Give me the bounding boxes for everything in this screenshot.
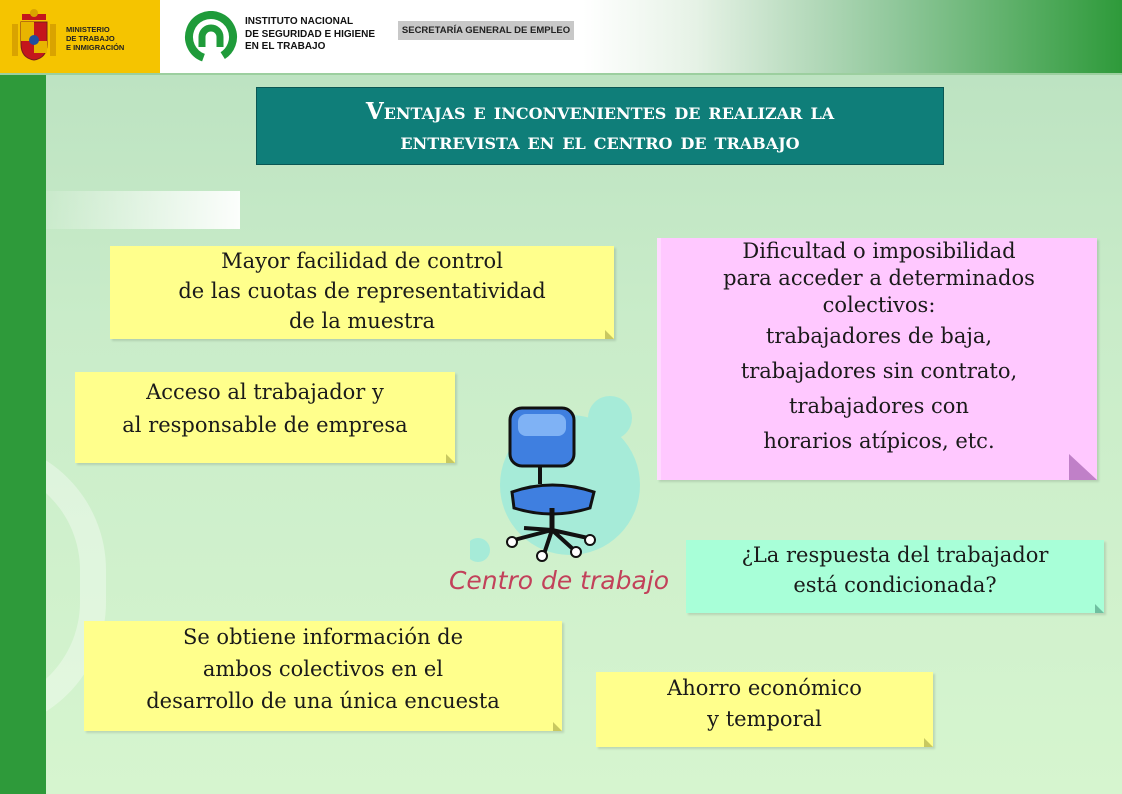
note-line: de las cuotas de representatividad [178,279,546,303]
light-streak-decoration [46,191,240,229]
note-line: está condicionada? [793,573,997,597]
page-curl [1095,604,1104,613]
note-line: Ahorro económico [667,676,862,700]
advantage-note-control [110,246,614,339]
spanish-coat-of-arms-icon [10,8,58,64]
slide-title [256,87,944,165]
note-line: ambos colectivos en el [202,657,444,681]
note-line: colectivos: [822,293,936,317]
office-chair-icon [470,390,640,570]
advantage-note-access [75,372,455,463]
note-line: trabajadores sin contrato, [740,359,1018,383]
insht-logo-icon [183,11,239,63]
disadvantage-note-access-difficulty [657,238,1097,480]
title-line-1: Ventajas e inconvenientes de realizar la [365,98,835,125]
title-line-2: entrevista en el centro de trabajo [400,128,800,155]
page-curl [1069,454,1097,480]
note-line: Se obtiene información de [182,625,464,649]
page-curl [605,330,614,339]
left-accent-bar [0,75,46,794]
advantage-note-information [84,621,562,731]
note-line: de la muestra [288,309,436,333]
note-line: trabajadores con [789,394,969,418]
page-curl [924,738,933,747]
note-line: Acceso al trabajador y [146,380,384,404]
note-line: Dificultad o imposibilidad [742,239,1016,263]
note-line: desarrollo de una única encuesta [146,689,500,713]
header-divider [0,73,1122,75]
center-label: Centro de trabajo [448,566,670,595]
note-line: Mayor facilidad de control [221,249,503,273]
page-curl [446,454,455,463]
institute-name: INSTITUTO NACIONAL DE SEGURIDAD E HIGIENE EN EL TRABAJO [245,16,376,52]
note-line: ¿La respuesta del trabajador [741,543,1049,567]
note-line: trabajadores de baja, [765,324,993,348]
disadvantage-note-conditioned-answer [686,540,1104,613]
ministry-name: MINISTERIO DE TRABAJO E INMIGRACIÓN [66,25,125,52]
secretariat-badge: SECRETARÍA GENERAL DE EMPLEO [398,21,574,40]
header-banner [0,0,1122,73]
ministry-logo-block [0,0,160,73]
note-line: para acceder a determinados [723,266,1035,290]
note-line: y temporal [707,707,822,731]
note-line: al responsable de empresa [122,413,408,437]
page-curl [553,722,562,731]
advantage-note-savings [596,672,933,747]
note-line: horarios atípicos, etc. [763,429,995,453]
